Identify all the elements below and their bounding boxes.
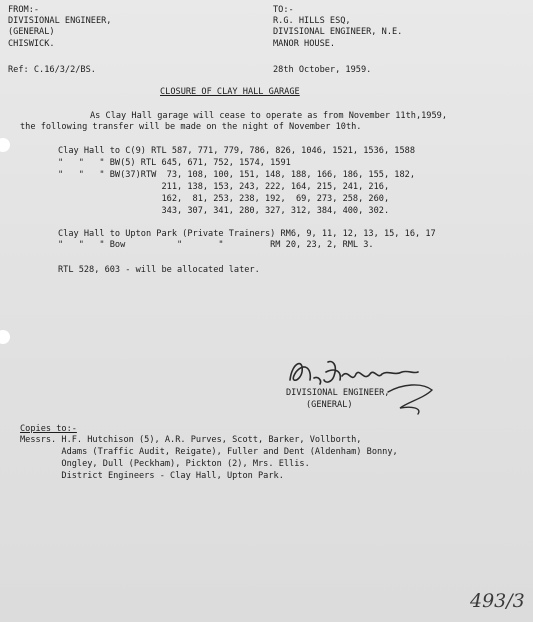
copies-line: Messrs. H.F. Hutchison (5), A.R. Purves, Scott, Barker, Vollborth, bbox=[20, 435, 362, 445]
signatory-title-line-1: DIVISIONAL ENGINEER, bbox=[286, 388, 390, 398]
to-line-1: R.G. HILLS ESQ, bbox=[273, 16, 351, 26]
copies-label: Copies to:- bbox=[20, 424, 77, 434]
copies-line: District Engineers - Clay Hall, Upton Park. bbox=[20, 471, 284, 481]
copies-line: Adams (Traffic Audit, Reigate), Fuller and Dent (Aldenham) Bonny, bbox=[20, 447, 398, 457]
intro-line-2: the following transfer will be made on the night of November 10th. bbox=[20, 122, 362, 132]
transfer-line: " " " Bow " " RM 20, 23, 2, RML 3. bbox=[58, 240, 374, 250]
copies-line: Ongley, Dull (Peckham), Pickton (2), Mrs. Ellis. bbox=[20, 459, 310, 469]
later-allocation-note: RTL 528, 603 - will be allocated later. bbox=[58, 265, 260, 275]
folio-number: 493/3 bbox=[470, 590, 525, 612]
to-line-2: DIVISIONAL ENGINEER, N.E. bbox=[273, 27, 403, 37]
from-line-2: (GENERAL) bbox=[8, 27, 55, 37]
transfer-line: " " " BW(37)RTW 73, 108, 100, 151, 148, 188, 166, 186, 155, 182, bbox=[58, 170, 415, 180]
punch-hole bbox=[0, 330, 10, 344]
punch-hole bbox=[0, 138, 10, 152]
memo-title: CLOSURE OF CLAY HALL GARAGE bbox=[160, 87, 300, 97]
transfer-line: Clay Hall to C(9) RTL 587, 771, 779, 786, 826, 1046, 1521, 1536, 1588 bbox=[58, 146, 415, 156]
intro-line-1: As Clay Hall garage will cease to operate as from November 11th,1959, bbox=[90, 111, 447, 121]
from-line-3: CHISWICK. bbox=[8, 39, 55, 49]
to-line-3: MANOR HOUSE. bbox=[273, 39, 336, 49]
reference: Ref: C.16/3/2/BS. bbox=[8, 65, 96, 75]
transfer-line: 162, 81, 253, 238, 192, 69, 273, 258, 260, bbox=[58, 194, 390, 204]
signatory-title-line-2: (GENERAL) bbox=[306, 400, 353, 410]
from-line-1: DIVISIONAL ENGINEER, bbox=[8, 16, 112, 26]
transfer-line: 343, 307, 341, 280, 327, 312, 384, 400, 302. bbox=[58, 206, 390, 216]
transfer-line: Clay Hall to Upton Park (Private Trainers) RM6, 9, 11, 12, 13, 15, 16, 17 bbox=[58, 229, 436, 239]
from-label: FROM:- bbox=[8, 5, 40, 15]
memo-date: 28th October, 1959. bbox=[273, 65, 372, 75]
to-label: TO:- bbox=[273, 5, 294, 15]
transfer-line: 211, 138, 153, 243, 222, 164, 215, 241, 216, bbox=[58, 182, 390, 192]
transfer-line: " " " BW(5) RTL 645, 671, 752, 1574, 1591 bbox=[58, 158, 291, 168]
